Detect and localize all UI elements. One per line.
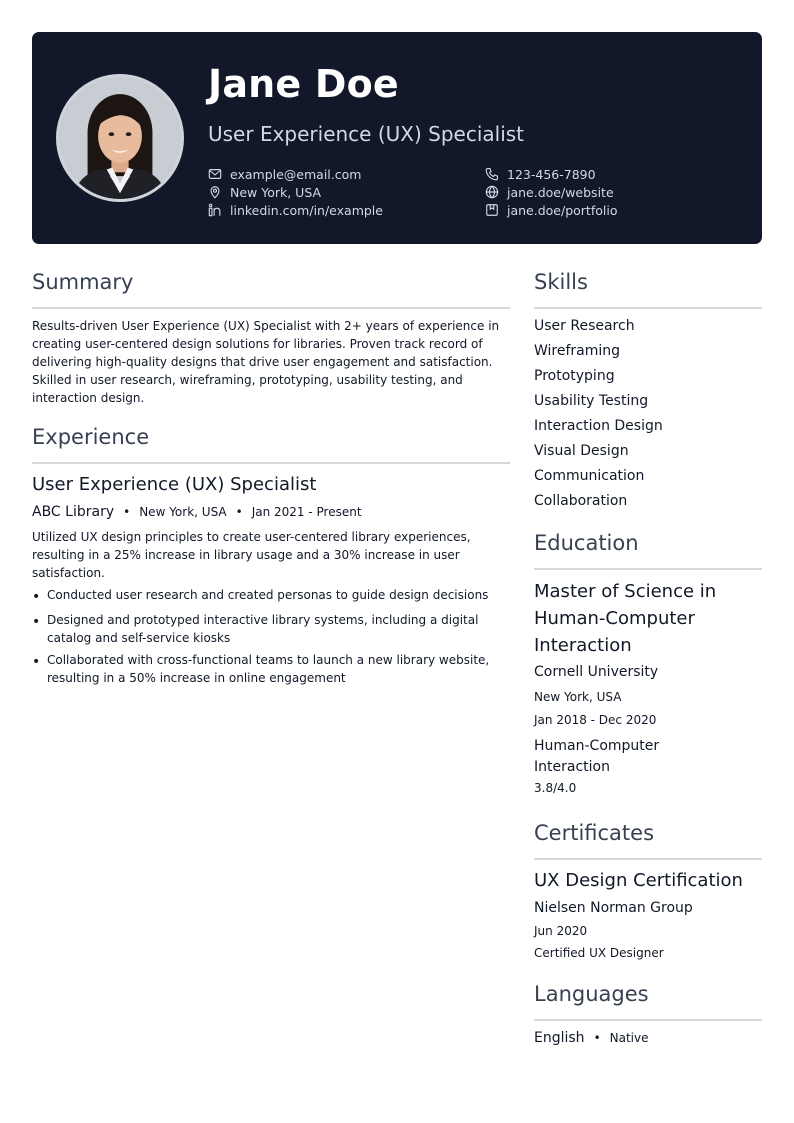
language-name: English [534,1030,585,1046]
experience-heading: Experience [32,425,150,449]
contact-website-text: jane.doe/website [507,184,614,200]
certificate-summary: Certified UX Designer [534,946,664,960]
contact-website[interactable] [485,183,614,201]
job-meta [32,504,362,520]
list-item: • Designed and prototyped interactive library systems, including a digital catalog and self-service kiosks [32,611,508,647]
education-field: Human-Computer Interaction [534,738,660,775]
certificates-divider [534,858,762,860]
skill-item: Communication [534,468,645,484]
separator-dot: • [593,1031,601,1045]
certificate-name: UX Design Certification [534,870,743,891]
skill-item: Collaboration [534,493,628,509]
job-dates: Jan 2021 - Present [251,505,362,519]
skill-item: Usability Testing [534,393,649,409]
portrait-photo [59,77,181,199]
contact-portfolio[interactable] [485,201,617,219]
contact-location-text: New York, USA [230,184,322,200]
avatar [56,74,184,202]
separator-dot: • [123,505,131,519]
contact-email[interactable] [208,165,361,183]
education-gpa: 3.8/4.0 [534,781,577,795]
list-item: • Conducted user research and created personas to guide design decisions [32,586,508,604]
linkedin-icon [208,203,222,217]
contact-email-text: example@email.com [230,166,362,182]
summary-heading: Summary [32,270,134,294]
education-divider [534,568,762,570]
education-location: New York, USA [534,690,622,704]
language-level: Native [609,1031,649,1045]
contact-location [208,183,321,201]
education-school: Cornell University [534,664,659,680]
skill-item: Wireframing [534,343,621,359]
summary-text: Results-driven User Experience (UX) Specialist with 2+ years of experience in creating user-centered design solutions for libraries. Proven track record of delivering high-quality designs that drive user engagement and satisfaction. Skilled in user research, wireframing, prototyping, usability testing, and interaction design. [32,319,500,405]
contact-linkedin[interactable] [208,201,383,219]
education-dates: Jan 2018 - Dec 2020 [534,713,657,727]
skill-item: Visual Design [534,443,629,459]
mail-icon [208,167,222,181]
certificates-heading: Certificates [534,821,655,845]
phone-icon [485,167,499,181]
job-bullets [32,586,508,687]
resume-header [32,32,762,244]
globe-icon [485,185,499,199]
full-name: Jane Doe [208,62,399,106]
separator-dot: • [235,505,243,519]
job-title: User Experience (UX) Specialist [32,474,317,495]
contact-linkedin-text: linkedin.com/in/example [230,202,383,218]
certificate-date: Jun 2020 [534,924,588,938]
skills-divider [534,307,762,309]
portfolio-icon [485,203,499,217]
job-location: New York, USA [139,505,227,519]
education-heading: Education [534,531,639,555]
skills-heading: Skills [534,270,588,294]
summary-divider [32,307,510,309]
language-entry [534,1030,649,1046]
certificate-issuer: Nielsen Norman Group [534,900,693,916]
experience-divider [32,462,510,464]
languages-heading: Languages [534,982,649,1006]
skill-item: Prototyping [534,368,615,384]
education-degree: Master of Science in Human-Computer Interaction [534,581,717,656]
skill-item: Interaction Design [534,418,663,434]
list-item: • Collaborated with cross-functional teams to launch a new library website, resulting in a 50% increase in online engagement [32,651,508,687]
job-headline: User Experience (UX) Specialist [208,122,525,146]
job-company: ABC Library [32,504,115,520]
contact-portfolio-text: jane.doe/portfolio [507,202,618,218]
skill-item: User Research [534,318,635,334]
contact-phone-text: 123-456-7890 [507,166,596,182]
contact-phone[interactable] [485,165,596,183]
languages-divider [534,1019,762,1021]
job-description: Utilized UX design principles to create user-centered library experiences, resulting in a 25% increase in library usage and a 30% increase in user satisfaction. [32,530,471,580]
location-pin-icon [208,185,222,199]
